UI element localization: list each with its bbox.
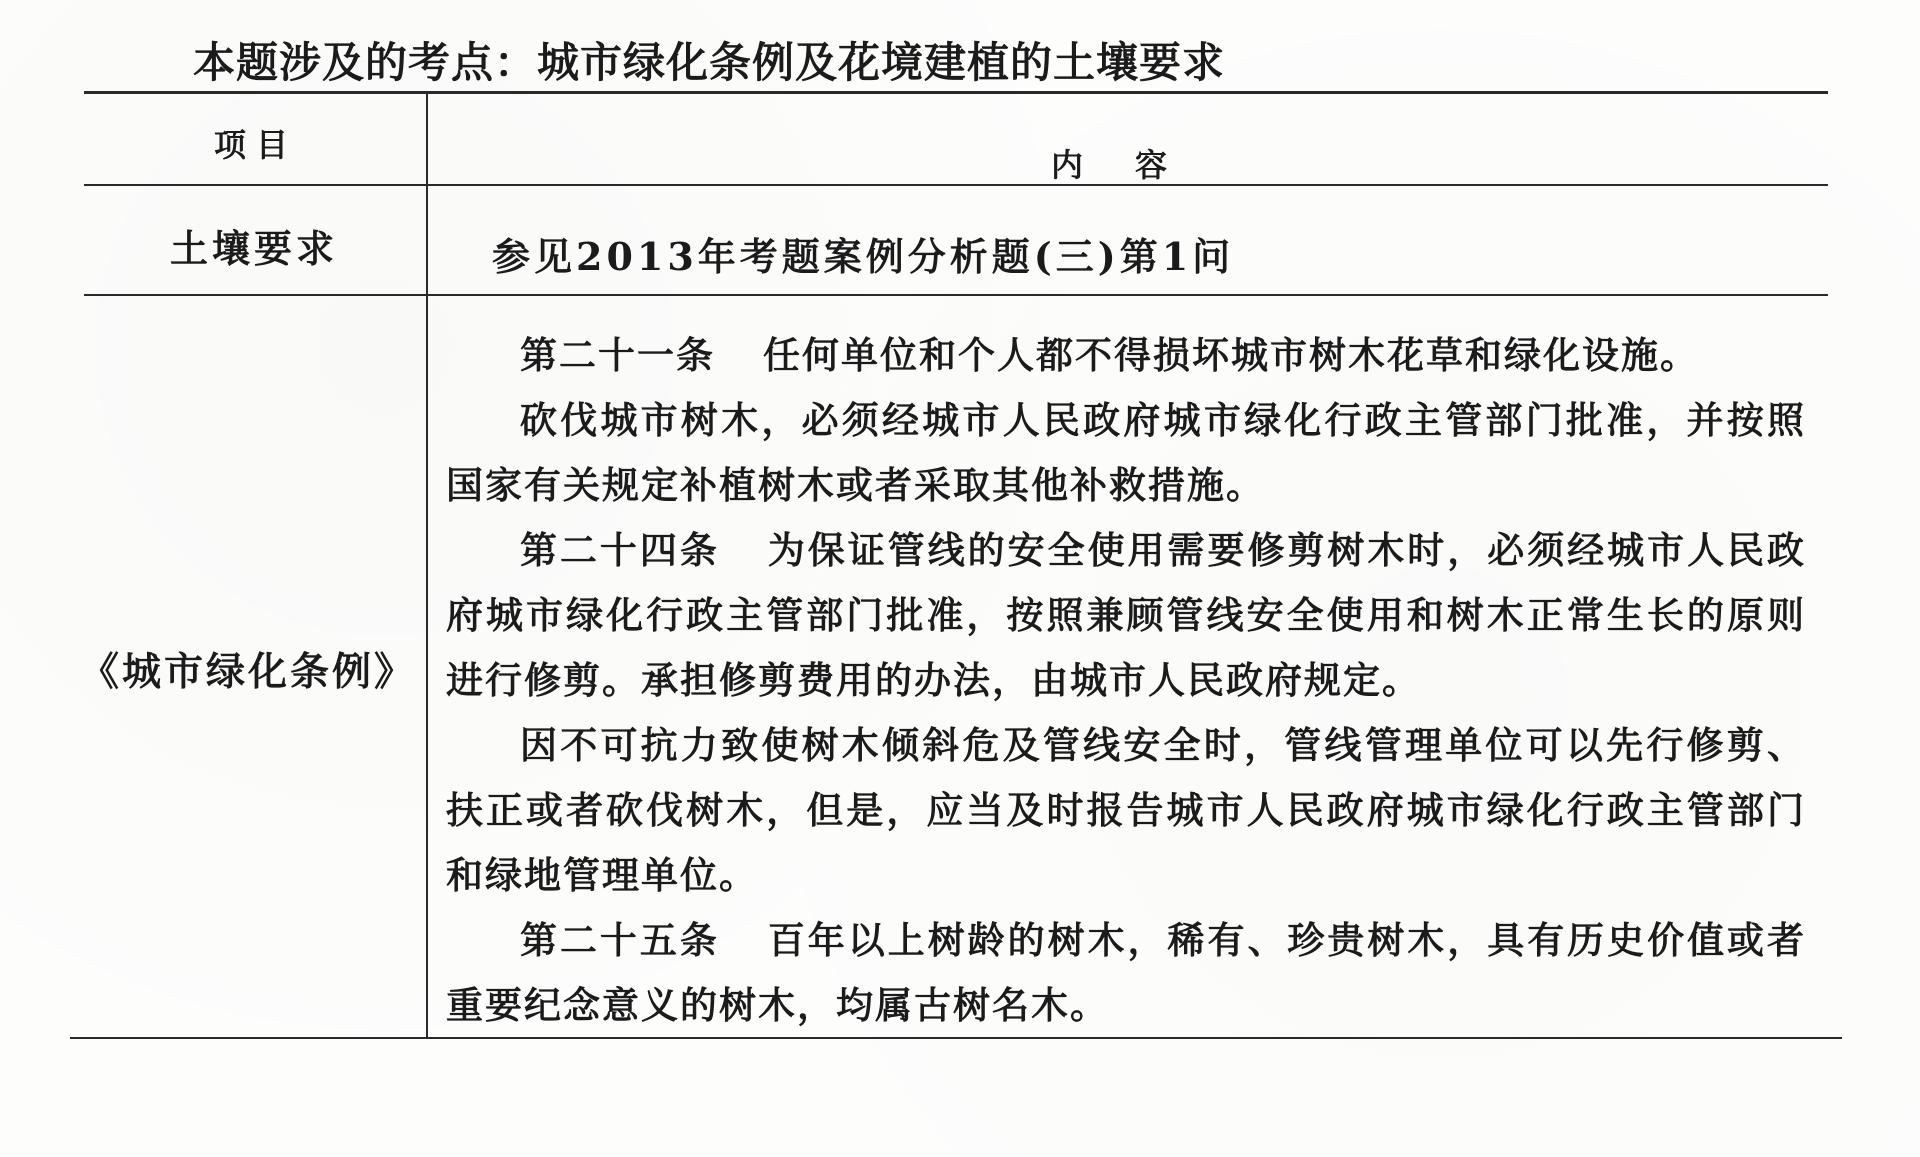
article-number: 第二十五条 [520,918,720,962]
paragraph [446,713,1806,908]
regulation-text [446,323,1806,1038]
header-item-label: 项目 [214,126,299,164]
paragraph [446,908,1806,1038]
header-bottom-rule [84,184,1828,186]
row-content-soil: 参见2013年考题案例分析题(三)第1问 [492,234,1235,279]
paragraph-text: 因不可抗力致使树木倾斜危及管线安全时，管线管理单位可以先行修剪、扶正或者砍伐树木，但是，应当及时报告城市人民政府城市绿化行政主管部门和绿地管理单位。 [446,723,1806,897]
header-content-label: 内容 [1051,146,1220,184]
table-top-rule [84,91,1828,94]
paragraph-text: 百年以上树龄的树木，稀有、珍贵树木，具有历史价值或者重要纪念意义的树木，均属古树名木。 [446,918,1807,1027]
row1-bottom-rule [84,294,1828,296]
column-divider [426,92,428,1038]
article-number: 第二十四条 [520,528,720,572]
paragraph-text: 为保证管线的安全使用需要修剪树木时，必须经城市人民政府城市绿化行政主管部门批准，按照兼顾管线安全使用和树木正常生长的原则进行修剪。承担修剪费用的办法，由城市人民政府规定。 [446,528,1807,702]
paragraph-text: 任何单位和个人都不得损坏城市树木花草和绿化设施。 [763,333,1699,377]
paragraph [446,388,1806,518]
page-title: 本题涉及的考点：城市绿化条例及花境建植的土壤要求 [193,38,1226,87]
row-label-regulation: 《城市绿化条例》 [80,649,417,695]
paragraph-text: 砍伐城市树木，必须经城市人民政府城市绿化行政主管部门批准，并按照国家有关规定补植树木或者采取其他补救措施。 [446,398,1806,507]
row-label-soil: 土壤要求 [170,226,339,271]
paragraph [446,518,1806,713]
paragraph [446,323,1806,388]
article-number: 第二十一条 [520,333,715,377]
